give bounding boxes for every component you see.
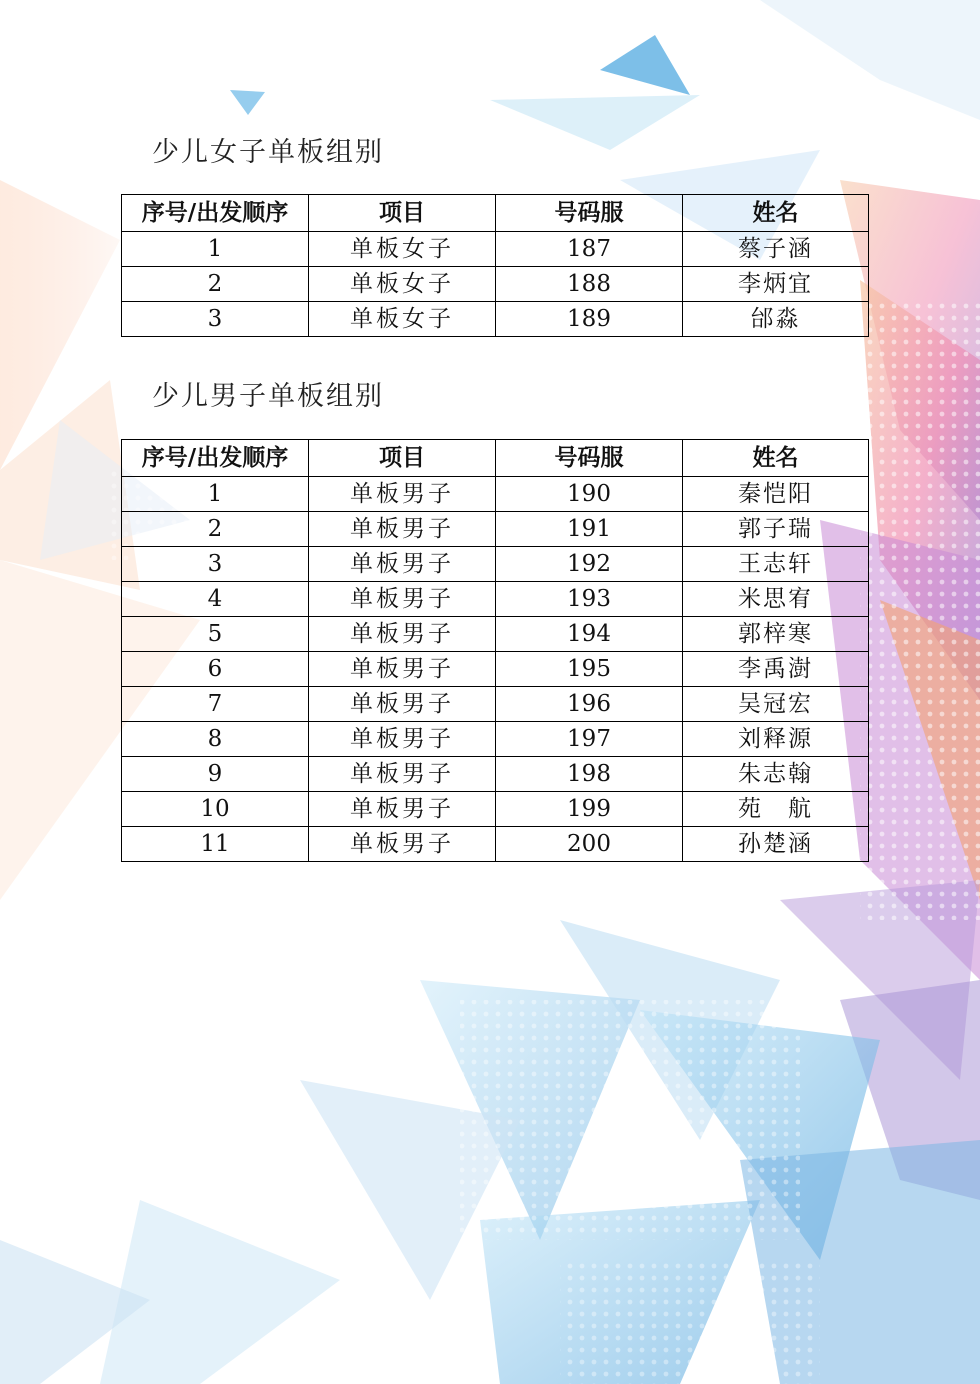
header-order: 序号/出发顺序 — [122, 195, 309, 232]
bib-cell: 198 — [496, 757, 683, 792]
table-row — [122, 582, 869, 617]
event-cell: 单板男子 — [309, 792, 496, 827]
event-cell: 单板男子 — [309, 687, 496, 722]
name-cell: 米思宥 — [683, 582, 869, 617]
header-event: 项目 — [309, 440, 496, 477]
order-cell: 1 — [122, 232, 309, 267]
event-cell: 单板女子 — [309, 232, 496, 267]
table-row — [122, 687, 869, 722]
event-cell: 单板女子 — [309, 267, 496, 302]
name-cell: 李炳宜 — [683, 267, 869, 302]
section-title-boys: 少儿男子单板组别 — [152, 381, 384, 412]
name-cell: 王志轩 — [683, 547, 869, 582]
bib-cell: 191 — [496, 512, 683, 547]
bib-cell: 193 — [496, 582, 683, 617]
event-cell: 单板男子 — [309, 582, 496, 617]
event-cell: 单板男子 — [309, 477, 496, 512]
header-bib: 号码服 — [496, 195, 683, 232]
header-order: 序号/出发顺序 — [122, 440, 309, 477]
event-cell: 单板男子 — [309, 617, 496, 652]
order-cell: 2 — [122, 512, 309, 547]
name-cell: 孙楚涵 — [683, 827, 869, 862]
name-cell: 郭子瑞 — [683, 512, 869, 547]
bib-cell: 200 — [496, 827, 683, 862]
event-cell: 单板男子 — [309, 757, 496, 792]
order-cell: 4 — [122, 582, 309, 617]
order-cell: 3 — [122, 302, 309, 337]
bib-cell: 194 — [496, 617, 683, 652]
bib-cell: 192 — [496, 547, 683, 582]
order-cell: 9 — [122, 757, 309, 792]
order-cell: 10 — [122, 792, 309, 827]
table-row — [122, 827, 869, 862]
event-cell: 单板男子 — [309, 827, 496, 862]
boys-snowboard-table — [121, 439, 869, 862]
event-cell: 单板男子 — [309, 547, 496, 582]
name-cell: 朱志翰 — [683, 757, 869, 792]
event-cell: 单板男子 — [309, 722, 496, 757]
table-row — [122, 512, 869, 547]
order-cell: 6 — [122, 652, 309, 687]
table-row — [122, 617, 869, 652]
name-cell: 邰淼 — [683, 302, 869, 337]
bib-cell: 188 — [496, 267, 683, 302]
event-cell: 单板男子 — [309, 652, 496, 687]
name-cell: 吴冠宏 — [683, 687, 869, 722]
table-row — [122, 652, 869, 687]
event-cell: 单板男子 — [309, 512, 496, 547]
girls-snowboard-table — [121, 194, 869, 337]
bib-cell: 197 — [496, 722, 683, 757]
order-cell: 1 — [122, 477, 309, 512]
header-name: 姓名 — [683, 440, 869, 477]
table-row — [122, 757, 869, 792]
order-cell: 2 — [122, 267, 309, 302]
event-cell: 单板女子 — [309, 302, 496, 337]
name-cell: 秦恺阳 — [683, 477, 869, 512]
bib-cell: 195 — [496, 652, 683, 687]
name-cell: 蔡子涵 — [683, 232, 869, 267]
section-title-girls: 少儿女子单板组别 — [152, 137, 384, 168]
name-cell: 郭梓寒 — [683, 617, 869, 652]
header-bib: 号码服 — [496, 440, 683, 477]
header-event: 项目 — [309, 195, 496, 232]
bib-cell: 189 — [496, 302, 683, 337]
order-cell: 11 — [122, 827, 309, 862]
table-row — [122, 477, 869, 512]
bib-cell: 199 — [496, 792, 683, 827]
name-cell: 苑 航 — [683, 792, 869, 827]
bib-cell: 187 — [496, 232, 683, 267]
name-cell: 刘释源 — [683, 722, 869, 757]
table-row — [122, 547, 869, 582]
header-name: 姓名 — [683, 195, 869, 232]
table-row — [122, 722, 869, 757]
bib-cell: 196 — [496, 687, 683, 722]
order-cell: 5 — [122, 617, 309, 652]
table-header-row — [122, 195, 869, 232]
name-cell: 李禹澍 — [683, 652, 869, 687]
bib-cell: 190 — [496, 477, 683, 512]
order-cell: 8 — [122, 722, 309, 757]
table-header-row — [122, 440, 869, 477]
order-cell: 3 — [122, 547, 309, 582]
table-row — [122, 302, 869, 337]
table-row — [122, 267, 869, 302]
table-row — [122, 232, 869, 267]
table-row — [122, 792, 869, 827]
order-cell: 7 — [122, 687, 309, 722]
